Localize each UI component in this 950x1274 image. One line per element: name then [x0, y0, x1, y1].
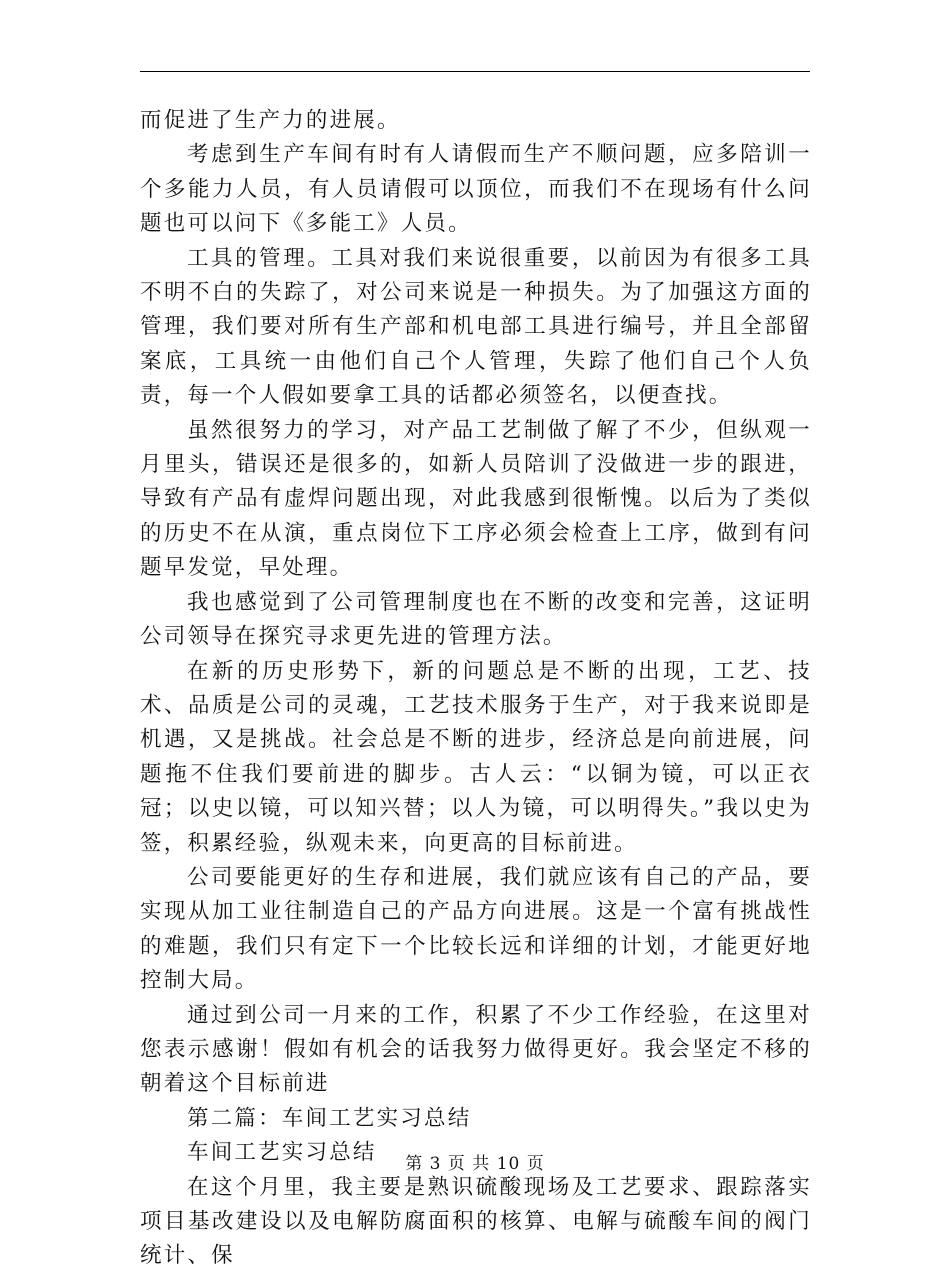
- paragraph: 通过到公司一月来的工作，积累了不少工作经验，在这里对您表示感谢！假如有机会的话我努力做得更好。我会坚定不移的朝着这个目标前进: [140, 1002, 812, 1097]
- page-footer: [0, 1152, 950, 1176]
- section-subheading: 车间工艺实习总结: [187, 1140, 377, 1166]
- header-rule: [140, 71, 810, 72]
- footer-middle: 页 共: [447, 1154, 491, 1174]
- paragraph: 在新的历史形势下，新的问题总是不断的出现，工艺、技术、品质是公司的灵魂，工艺技术服务于生产，对于我来说即是机遇，又是挑战。社会总是不断的进步，经济总是向前进展，问题拖不住我们要前进的脚步。古人云：“以铜为镜，可以正衣冠；以史以镜，可以知兴替；以人为镜，可以明得失。”我以史为签，积累经验，纵观未来，向更高的目标前进。: [140, 658, 812, 856]
- paragraph: 工具的管理。工具对我们来说很重要，以前因为有很多工具不明不白的失踪了，对公司来说是一种损失。为了加强这方面的管理，我们要对所有生产部和机电部工具进行编号，并且全部留案底，工具统一由他们自己个人管理，失踪了他们自己个人负责，每一个人假如要拿工具的话都必须签名，以便查找。: [140, 245, 812, 409]
- paragraph: 而促进了生产力的进展。: [140, 108, 401, 133]
- paragraph: 考虑到生产车间有时有人请假而生产不顺问题，应多陪训一个多能力人员，有人员请假可以顶位，而我们不在现场有什么问题也可以问下《多能工》人员。: [140, 142, 812, 237]
- document-body: [140, 104, 812, 1274]
- paragraph: 在这个月里，我主要是熟识硫酸现场及工艺要求、跟踪落实项目基改建设以及电解防腐面积的核算、电解与硫酸车间的阀门统计、保: [140, 1174, 812, 1269]
- footer-suffix: 页: [526, 1154, 545, 1174]
- section-heading: 第二篇：车间工艺实习总结: [187, 1105, 472, 1131]
- current-page-number: 3: [429, 1154, 442, 1174]
- footer-prefix: 第: [405, 1154, 424, 1174]
- paragraph: 我也感觉到了公司管理制度也在不断的改变和完善，这证明公司领导在探究寻求更先进的管理方法。: [140, 589, 812, 650]
- paragraph: 虽然很努力的学习，对产品工艺制做了解了不少，但纵观一月里头，错误还是很多的，如新人员陪训了没做进一步的跟进，导致有产品有虚焊问题出现，对此我感到很惭愧。以后为了类似的历史不在从演，重点岗位下工序必须会检查上工序，做到有问题早发觉，早处理。: [140, 417, 812, 581]
- total-page-count: 10: [496, 1154, 521, 1174]
- paragraph: 公司要能更好的生存和进展，我们就应该有自己的产品，要实现从加工业往制造自己的产品方向进展。这是一个富有挑战性的难题，我们只有定下一个比较长远和详细的计划，才能更好地控制大局。: [140, 864, 812, 994]
